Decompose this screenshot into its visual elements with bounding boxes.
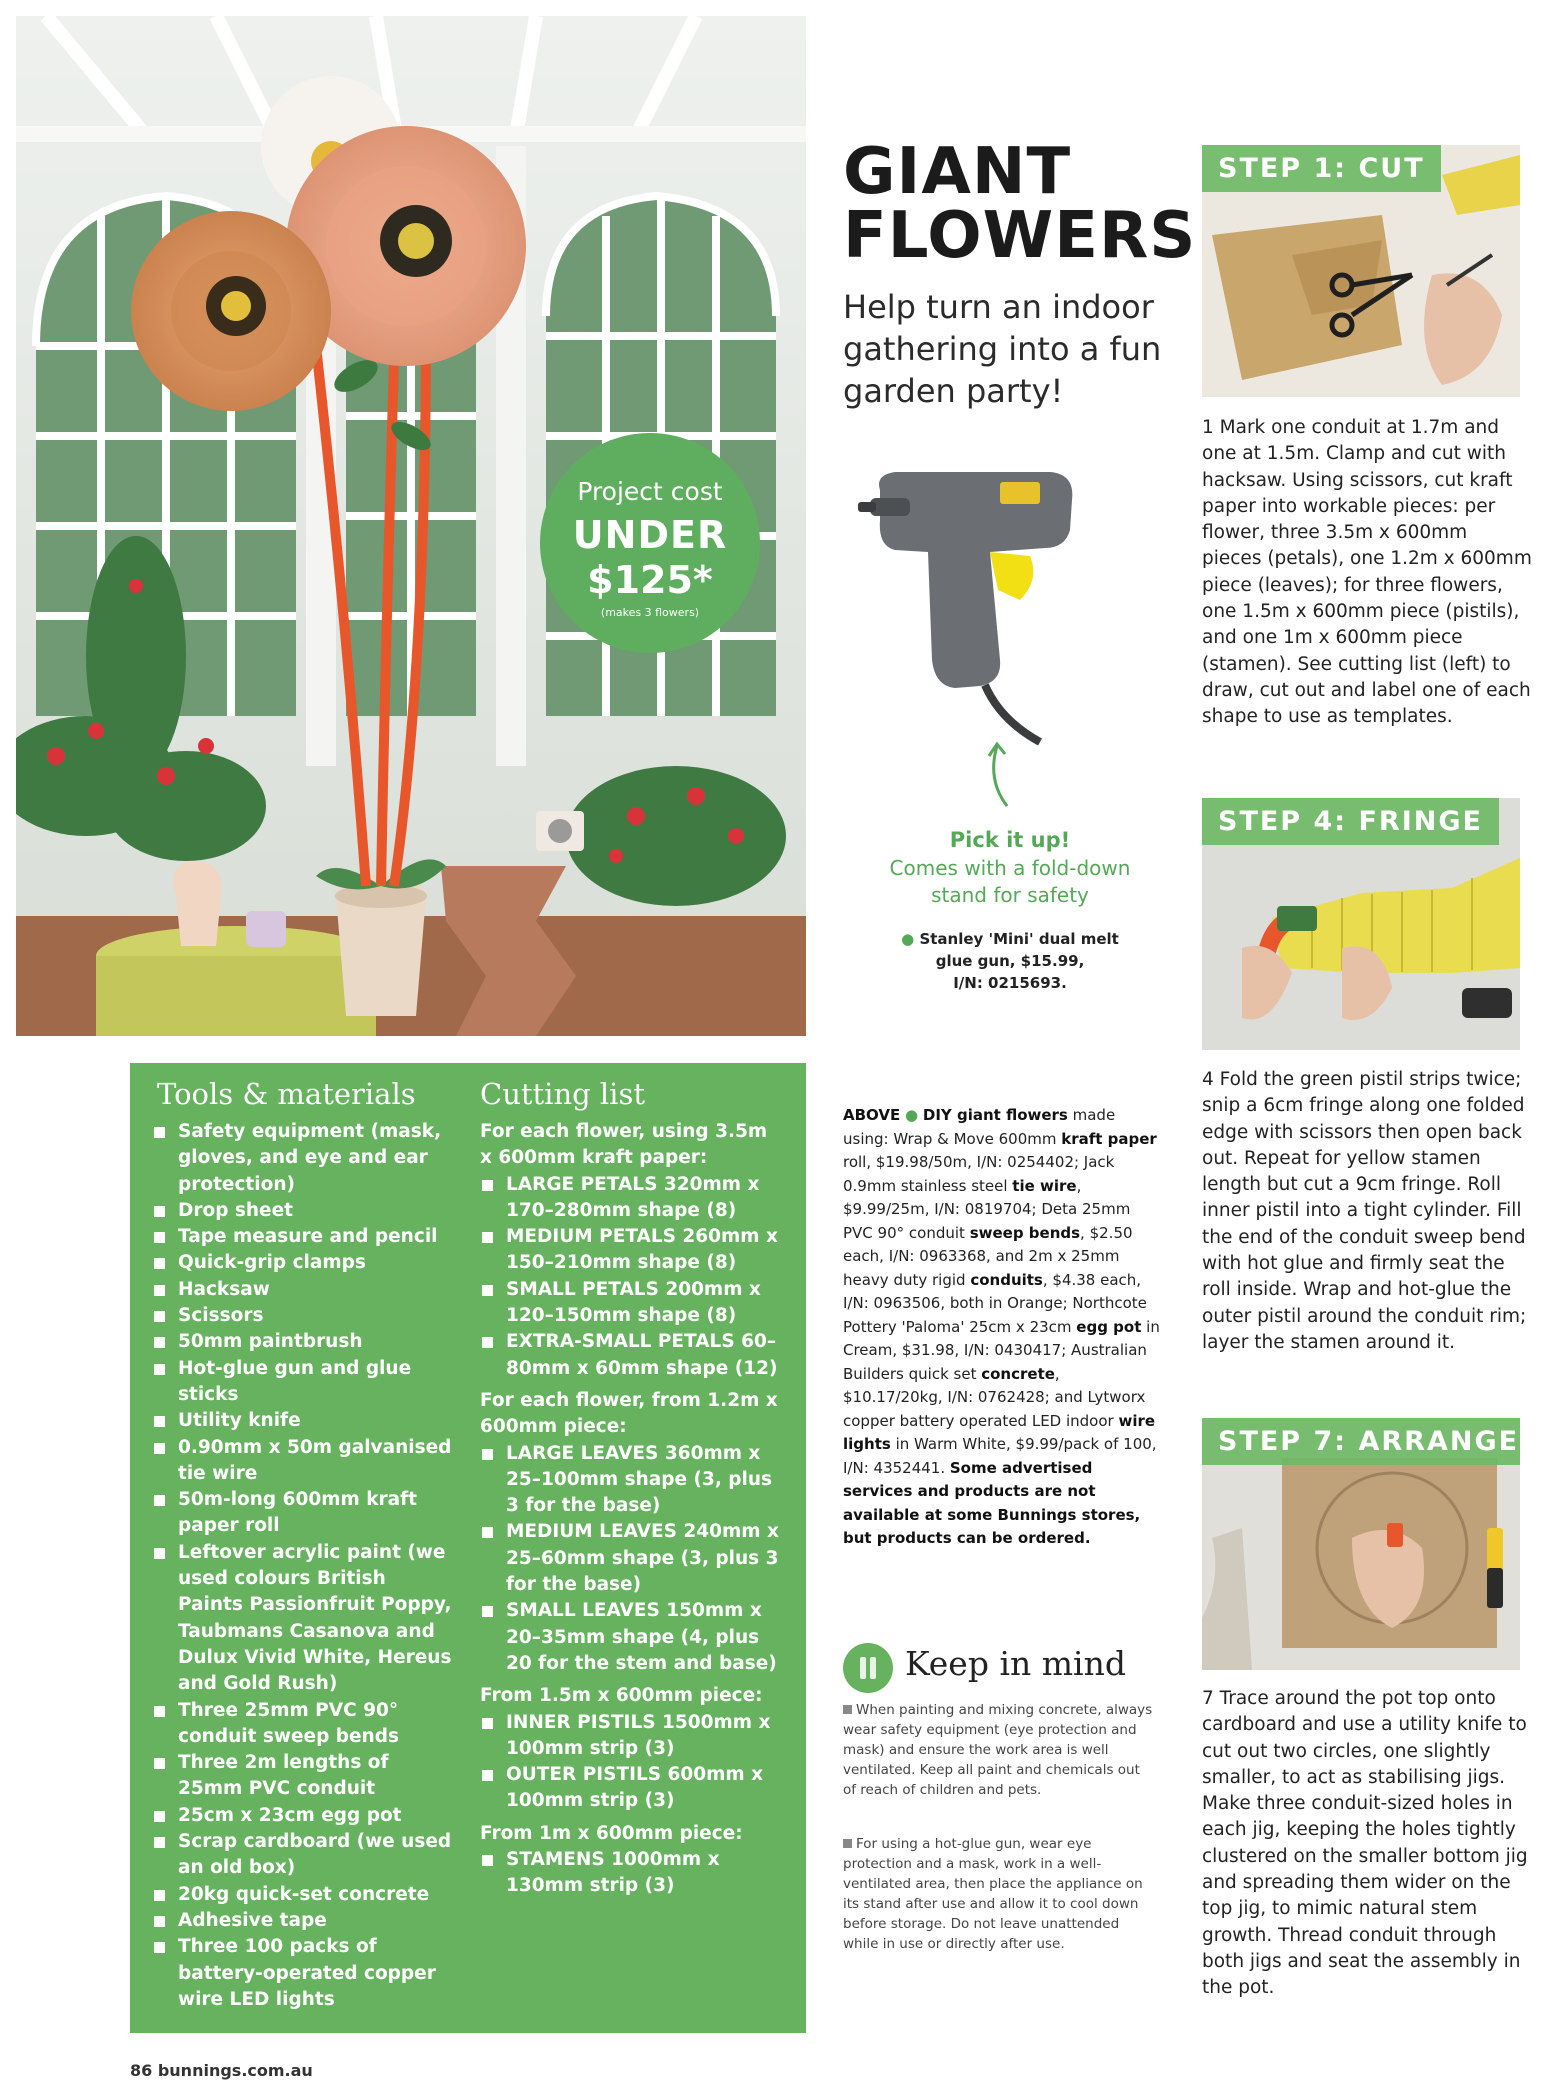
step-4-photo <box>1202 798 1520 1050</box>
caption-bold: tie wire <box>1012 1176 1077 1195</box>
materials-panel <box>130 1063 806 2033</box>
caption-bold: Some advertised services and products are not available at some Bunnings stores, but products can be ordered. <box>843 1458 1141 1547</box>
list-item: LARGE PETALS 320mm x 170–280mm shape (8) <box>480 1172 785 1225</box>
cutting-heading: Cutting list <box>480 1077 645 1111</box>
keep-in-mind-text: For using a hot-glue gun, wear eye protection and a mask, work in a well-ventilated area, then place the appliance on its stand after use and allow it to cool down before storage. Do not leave unattended while in use or directly after use. <box>843 1836 1143 1952</box>
list-item: LARGE LEAVES 360mm x 25–100mm shape (3, plus 3 for the base) <box>480 1441 785 1520</box>
title-line-1: GIANT <box>843 135 1072 209</box>
list-item: SMALL LEAVES 150mm x 20–35mm shape (4, plus 20 for the stem and base) <box>480 1598 785 1677</box>
page-footer: 86 bunnings.com.au <box>130 2061 313 2080</box>
square-bullet-icon <box>843 1705 852 1714</box>
caption-bold: conduits <box>970 1270 1043 1289</box>
list-item: Utility knife <box>152 1408 452 1434</box>
tools-heading: Tools & materials <box>157 1077 416 1111</box>
cost-note: (makes 3 flowers) <box>600 606 700 619</box>
list-item: 25cm x 23cm egg pot <box>152 1803 452 1829</box>
page-subtitle: Help turn an indoor gathering into a fun garden party! <box>843 288 1162 410</box>
cost-amount: $125* <box>587 558 713 602</box>
keep-in-mind-paragraph <box>843 1834 1153 1954</box>
caption-bold: sweep bends <box>969 1223 1081 1242</box>
caption-bold: DIY giant flowers <box>922 1106 1068 1124</box>
info-icon <box>843 1643 893 1693</box>
step-label: STEP 7: ARRANGE <box>1202 1418 1520 1465</box>
caption-text: made using: Wrap & Move 600mm <box>843 1106 1116 1148</box>
keep-in-mind-paragraph <box>843 1700 1153 1800</box>
product-line-2: glue gun, $15.99, <box>935 952 1085 970</box>
list-item: Leftover acrylic paint (we used colours British Paints Passionfruit Poppy, Taubmans Casanova and Dulux Vivid White, Hereus and Gold Rush) <box>152 1540 452 1698</box>
above-caption <box>843 1104 1163 1551</box>
step-7-photo <box>1202 1418 1520 1670</box>
list-item: Quick-grip clamps <box>152 1250 452 1276</box>
list-item: Tape measure and pencil <box>152 1224 452 1250</box>
list-item: INNER PISTILS 1500mm x 100mm strip (3) <box>480 1710 785 1763</box>
caption-bold: concrete <box>981 1364 1055 1383</box>
cutting-intro: From 1m x 600mm piece: <box>480 1822 743 1844</box>
list-item: Scrap cardboard (we used an old box) <box>152 1829 452 1882</box>
title-line-2: FLOWERS <box>843 199 1197 273</box>
list-item: Three 25mm PVC 90° conduit sweep bends <box>152 1698 452 1751</box>
pick-it-up-title: Pick it up! <box>949 828 1071 852</box>
curved-arrow-icon <box>985 740 1015 810</box>
list-item: 20kg quick-set concrete <box>152 1882 452 1908</box>
glue-gun-image <box>850 460 1090 750</box>
list-item: Hot-glue gun and glue sticks <box>152 1356 452 1409</box>
cutting-intro: From 1.5m x 600mm piece: <box>480 1685 763 1707</box>
bullet-dot-icon: ● <box>905 1106 923 1124</box>
project-cost-badge <box>540 433 760 653</box>
keep-in-mind-title: Keep in mind <box>905 1644 1126 1683</box>
cost-under: UNDER <box>572 513 728 557</box>
glue-gun-icon <box>850 460 1090 750</box>
list-item: Drop sheet <box>152 1198 452 1224</box>
keep-in-mind-text: When painting and mixing concrete, always wear safety equipment (eye protection and mask) and ensure the work area is well ventilated. Keep all paint and chemicals out of reach of children and pets. <box>843 1702 1153 1798</box>
list-item: Adhesive tape <box>152 1908 452 1934</box>
list-item: STAMENS 1000mm x 130mm strip (3) <box>480 1847 785 1900</box>
caption-text: , $4.38 each, I/N: 0963506, both in Orange; Northcote Pottery 'Paloma' 25cm x 23cm <box>843 1270 1147 1336</box>
list-item: Three 2m lengths of 25mm PVC conduit <box>152 1750 452 1803</box>
caption-bold: wire lights <box>843 1411 1156 1453</box>
list-item: Safety equipment (mask, gloves, and eye and ear protection) <box>152 1119 452 1198</box>
caption-text: roll, $19.98/50m, I/N: 0254402; Jack 0.9mm stainless steel <box>843 1153 1115 1195</box>
cutting-intro: For each flower, using 3.5m x 600mm kraft paper: <box>480 1121 768 1169</box>
pick-it-up-text: Comes with a fold-down stand for safety <box>889 856 1131 907</box>
step-1-photo <box>1202 145 1520 397</box>
caption-text: , $9.99/25m, I/N: 0819704; Deta 25mm PVC 90° conduit <box>843 1176 1131 1242</box>
product-note <box>885 928 1135 994</box>
bullet-dot-icon: ● <box>901 930 920 948</box>
list-item: MEDIUM LEAVES 240mm x 25–60mm shape (3, plus 3 for the base) <box>480 1519 785 1598</box>
product-line-1: Stanley 'Mini' dual melt <box>919 930 1119 948</box>
tools-list <box>152 1119 452 2013</box>
list-item: EXTRA-SMALL PETALS 60–80mm x 60mm shape (12) <box>480 1329 785 1382</box>
list-item: OUTER PISTILS 600mm x 100mm strip (3) <box>480 1762 785 1815</box>
caption-text: in Warm White, $9.99/pack of 100, I/N: 4352441. <box>843 1435 1157 1477</box>
caption-bold: kraft paper <box>1061 1129 1157 1148</box>
product-line-3: I/N: 0215693. <box>953 974 1067 992</box>
list-item: 50mm paintbrush <box>152 1329 452 1355</box>
caption-text: in Cream, $31.98, I/N: 0430417; Australian Builders quick set <box>843 1317 1160 1383</box>
page-title <box>843 135 1197 273</box>
list-item: 50m-long 600mm kraft paper roll <box>152 1487 452 1540</box>
list-item: Hacksaw <box>152 1277 452 1303</box>
caption-text: , $10.17/20kg, I/N: 0762428; and Lytworx copper battery operated LED indoor <box>843 1364 1146 1430</box>
step-7-text: 7 Trace around the pot top onto cardboard and use a utility knife to cut out two circles, one slightly smaller, to act as stabilising jigs. Make three conduit-sized holes in each jig, keeping the holes tightly clustered on the smaller bottom jig and spreading them wider on the top jig, to mimic natural stem growth. Thread conduit through both jigs and seat the assembly in the pot. <box>1202 1688 1528 1999</box>
list-item: MEDIUM PETALS 260mm x 150–210mm shape (8) <box>480 1224 785 1277</box>
step-label: STEP 4: FRINGE <box>1202 798 1499 845</box>
step-4-text: 4 Fold the green pistil strips twice; snip a 6cm fringe along one folded edge with scissors then open back out. Repeat for yellow stamen length but cut a 9cm fringe. Roll inner pistil into a tight cylinder. Fill the end of the conduit sweep bend with hot glue and firmly seat the roll inside. Wrap and hot-glue the outer pistil around the conduit rim; layer the stamen around it. <box>1202 1069 1527 1353</box>
caption-lead: ABOVE <box>843 1106 901 1124</box>
cost-label: Project cost <box>577 477 723 506</box>
keep-in-mind-icon <box>843 1643 893 1693</box>
cutting-intro: For each flower, from 1.2m x 600mm piece: <box>480 1389 778 1438</box>
caption-text: , $2.50 each, I/N: 0963368, and 2m x 25mm heavy duty rigid <box>843 1223 1133 1289</box>
caption-bold: egg pot <box>1076 1317 1142 1336</box>
list-item: 0.90mm x 50m galvanised tie wire <box>152 1435 452 1488</box>
list-item: SMALL PETALS 200mm x 120–150mm shape (8) <box>480 1277 785 1330</box>
list-item: Scissors <box>152 1303 452 1329</box>
step-label: STEP 1: CUT <box>1202 145 1441 192</box>
square-bullet-icon <box>843 1839 852 1848</box>
list-item: Three 100 packs of battery-operated copper wire LED lights <box>152 1934 452 2013</box>
step-1-text: 1 Mark one conduit at 1.7m and one at 1.5m. Clamp and cut with hacksaw. Using scissors, cut kraft paper into workable pieces: per flower, three 3.5m x 600mm pieces (petals), one 1.2m x 600mm piece (leaves); for three flowers, one 1.5m x 600mm piece (pistils), and one 1m x 600mm piece (stamen). See cutting list (left) to draw, cut out and label one of each shape to use as templates. <box>1202 417 1532 728</box>
cutting-list <box>480 1119 785 1900</box>
